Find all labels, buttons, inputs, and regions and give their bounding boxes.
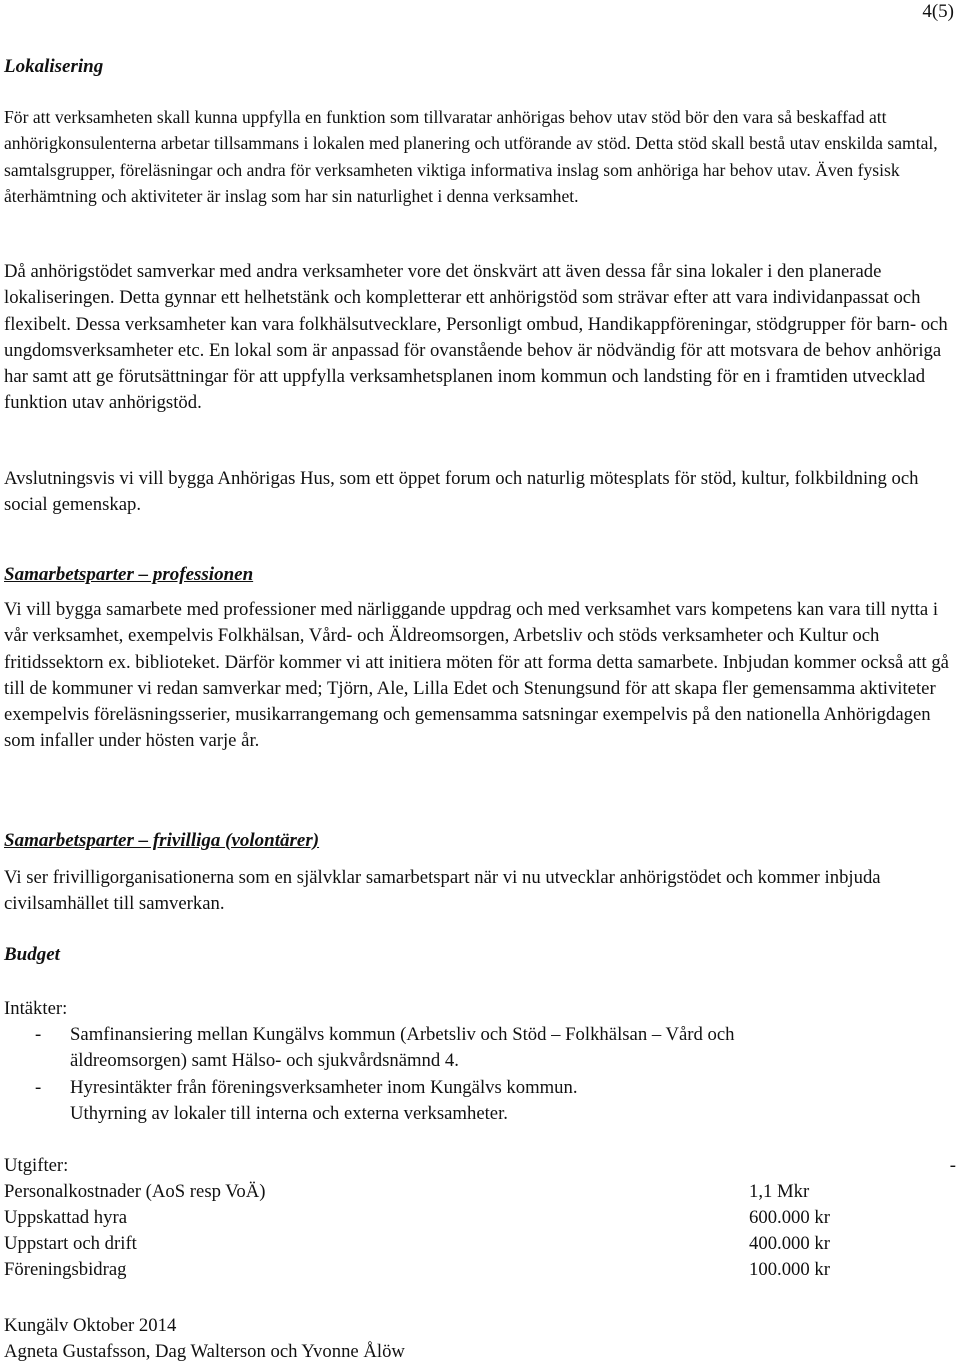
- section-heading-frivilliga: Samarbetsparter – frivilliga (volontärer): [4, 830, 320, 851]
- frivilliga-paragraph: Vi ser frivilligorganisationerna som en självklar samarbetspart när vi nu utvecklar anhörigstödet och kommer inbjuda civilsamhället till samverkan.: [4, 867, 881, 915]
- expense-row: [4, 1205, 954, 1231]
- expense-amount: 100.000 kr: [749, 1259, 830, 1280]
- expense-name: Uppstart och drift: [4, 1233, 137, 1254]
- expense-row: [4, 1231, 954, 1257]
- place-date: Kungälv Oktober 2014: [4, 1315, 177, 1336]
- expense-row: [4, 1179, 954, 1205]
- income-bullet: -: [35, 1077, 42, 1098]
- lokalisering-paragraph: För att verksamheten skall kunna uppfylla en funktion som tillvaratar anhörigas behov utav stöd bör den vara så beskaffad att anhörigkonsulenterna arbetar tillsammans i lokalen med planering och utförande av stöd. Detta stöd skall bestå utav enskilda samtal, samtalsgrupper, föreläsningar och andra för verksamheten viktiga informativa inslag som anhöriga har behov utav. Även fysisk återhämtning och aktiviteter är inslag som har sin naturlighet i denna verksamhet.: [4, 107, 938, 206]
- anhorigas-hus-paragraph: Avslutningsvis vi vill bygga Anhörigas Hus, som ett öppet forum och naturlig mötesplats för stöd, kultur, folkbildning och social gemenskap.: [4, 468, 919, 516]
- income-label: Intäkter:: [4, 998, 68, 1019]
- professionen-paragraph: Vi vill bygga samarbete med professioner med närliggande uppdrag och med verksamhet vars kompetens kan vara till nytta i vår verksamhet, exempelvis Folkhälsan, Vård- och Äldreomsorgen, Arbetsliv och stöds verksamheter och Kultur och fritidssektorn ex. biblioteket. Därför kommer vi att initiera möten för att forma detta samarbete. Inbjudan kommer också att gå till de kommuner vi redan samverkar med; Tjörn, Ale, Lilla Edet och Stenungsund för att skapa fler gemensamma aktiviteter exempelvis föreläsningsserier, musikarrangemang och gemensamma satsningar exempelvis på den nationella Anhörigdagen som infaller under hösten varje år.: [4, 599, 949, 752]
- section-heading-lokalisering: Lokalisering: [4, 56, 104, 77]
- expense-row: [4, 1257, 954, 1283]
- expense-amount: 1,1 Mkr: [749, 1181, 810, 1202]
- expense-label: Utgifter:: [4, 1155, 69, 1176]
- expense-amount: 600.000 kr: [749, 1207, 830, 1228]
- expense-name: Personalkostnader (AoS resp VoÄ): [4, 1181, 266, 1202]
- expense-name: Uppskattad hyra: [4, 1207, 127, 1228]
- income-item-line: Hyresintäkter från föreningsverksamheter inom Kungälvs kommun.: [70, 1077, 578, 1098]
- expense-amount: 400.000 kr: [749, 1233, 830, 1254]
- page-number: 4(5): [922, 1, 954, 22]
- expense-dash: -: [949, 1155, 956, 1176]
- lokaler-paragraph: Då anhörigstödet samverkar med andra verksamheter vore det önskvärt att även dessa får sina lokaler i den planerade lokaliseringen. Detta gynnar ett helhetstänk och kompletterar ett anhörigstöd som strävar efter att vara individanpassat och flexibelt. Dessa verksamheter kan vara folkhälsutvecklare, Personligt ombud, Handikappföreningar, stödgrupper för barn- och ungdomsverksamheter etc. En lokal som är anpassad för ovanstående behov är nödvändig för att motsvara de behov anhöriga har samt att ge förutsättningar för att uppfylla verksamhetsplanen inom kommun och landsting för en i framtiden utvecklad funktion utav anhörigstöd.: [4, 261, 948, 414]
- expense-name: Föreningsbidrag: [4, 1259, 127, 1280]
- section-heading-budget: Budget: [4, 944, 60, 965]
- section-heading-professionen: Samarbetsparter – professionen: [4, 564, 254, 585]
- authors: Agneta Gustafsson, Dag Walterson och Yvonne Ålöw: [4, 1341, 405, 1362]
- income-item-text: [70, 1022, 930, 1074]
- income-item-line: äldreomsorgen) samt Hälso- och sjukvårdsnämnd 4.: [70, 1050, 459, 1071]
- income-item-line: Samfinansiering mellan Kungälvs kommun (Arbetsliv och Stöd – Folkhälsan – Vård och: [70, 1024, 735, 1045]
- income-bullet: -: [35, 1024, 42, 1045]
- income-item-line: Uthyrning av lokaler till interna och externa verksamheter.: [70, 1103, 508, 1124]
- income-item-text: [70, 1075, 930, 1127]
